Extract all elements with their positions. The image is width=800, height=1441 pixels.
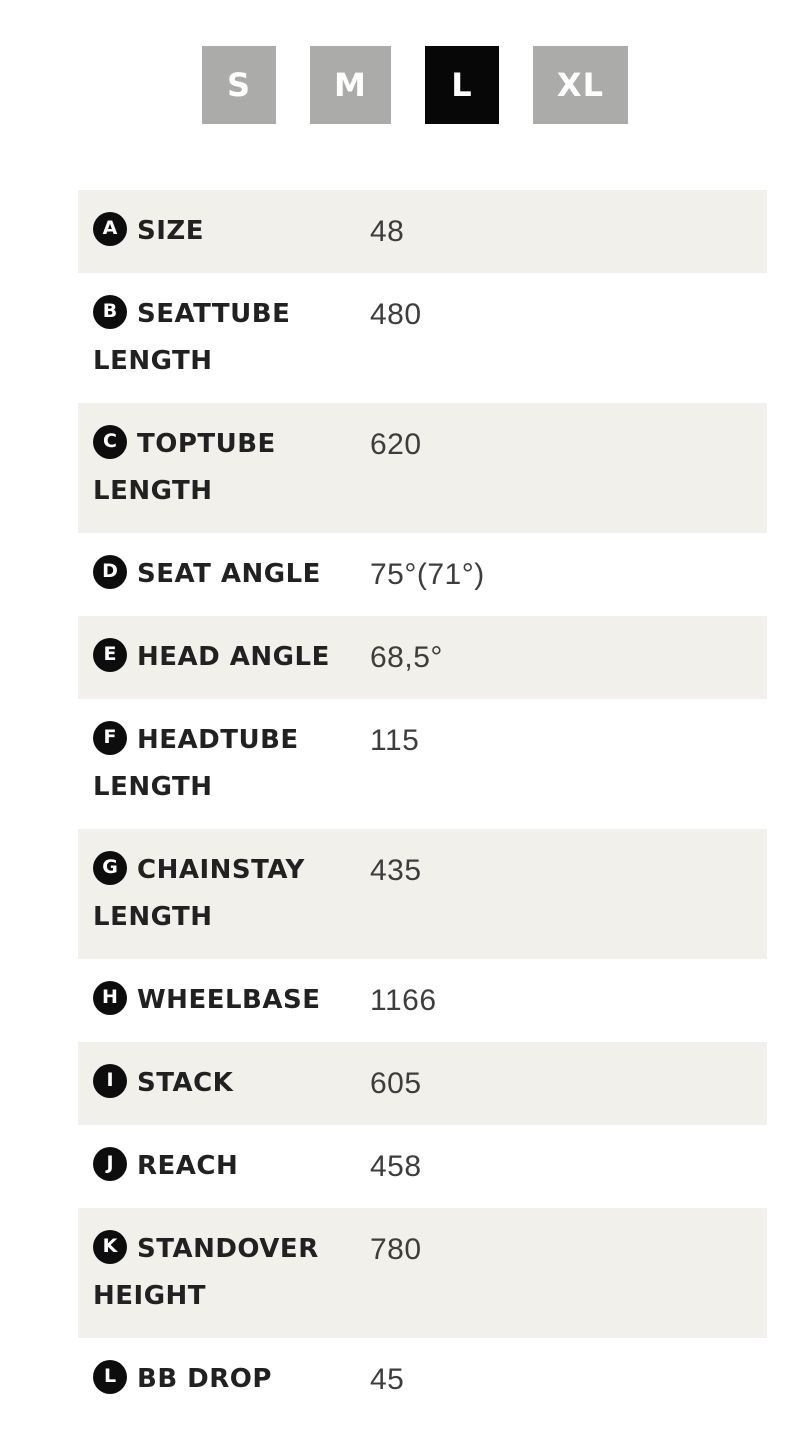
letter-badge: I — [93, 1064, 127, 1098]
row-value: 435 — [370, 854, 422, 887]
row-label — [93, 1060, 370, 1107]
row-label-text: REACH — [137, 1151, 239, 1181]
row-label-text: WHEELBASE — [137, 985, 321, 1015]
table-row-size — [78, 190, 767, 273]
size-tab-s[interactable]: S — [202, 46, 276, 124]
row-label — [93, 977, 370, 1024]
row-value: 48 — [370, 215, 405, 248]
row-value: 45 — [370, 1363, 405, 1396]
row-label-text: CHAINSTAY LENGTH — [93, 855, 305, 932]
size-tab-xl[interactable]: XL — [533, 46, 628, 124]
row-label — [93, 421, 370, 515]
row-label — [93, 1226, 370, 1320]
letter-badge: H — [93, 981, 127, 1015]
row-value: 780 — [370, 1233, 422, 1266]
row-value: 1166 — [370, 984, 437, 1017]
letter-badge: L — [93, 1360, 127, 1394]
row-label-text: STANDOVER HEIGHT — [93, 1234, 319, 1311]
row-label — [93, 1143, 370, 1190]
row-label — [93, 208, 370, 255]
table-row-toptube-length — [78, 403, 767, 533]
row-value: 68,5° — [370, 641, 443, 674]
row-label-text: SEATTUBE LENGTH — [93, 299, 291, 376]
letter-badge: J — [93, 1147, 127, 1181]
row-label-text: HEAD ANGLE — [137, 642, 330, 672]
letter-badge: D — [93, 555, 127, 589]
table-row-bb-drop — [78, 1338, 767, 1421]
row-label — [93, 634, 370, 681]
table-row-wheelbase — [78, 959, 767, 1042]
table-row-seat-angle — [78, 533, 767, 616]
letter-badge: F — [93, 721, 127, 755]
table-row-head-angle — [78, 616, 767, 699]
letter-badge: E — [93, 638, 127, 672]
table-row-reach — [78, 1125, 767, 1208]
size-tab-m[interactable]: M — [310, 46, 391, 124]
letter-badge: C — [93, 425, 127, 459]
row-label — [93, 291, 370, 385]
letter-badge: K — [93, 1230, 127, 1264]
table-row-headtube-length — [78, 699, 767, 829]
geometry-table — [78, 190, 767, 1421]
row-label-text: HEADTUBE LENGTH — [93, 725, 299, 802]
letter-badge: B — [93, 295, 127, 329]
table-row-chainstay-length — [78, 829, 767, 959]
row-label-text: TOPTUBE LENGTH — [93, 429, 276, 506]
row-value: 115 — [370, 724, 420, 757]
row-label-text: SIZE — [137, 216, 205, 246]
table-row-standover-height — [78, 1208, 767, 1338]
row-value: 605 — [370, 1067, 422, 1100]
row-label-text: STACK — [137, 1068, 234, 1098]
letter-badge: G — [93, 851, 127, 885]
row-value: 75°(71°) — [370, 558, 485, 591]
row-label — [93, 847, 370, 941]
row-label-text: SEAT ANGLE — [137, 559, 321, 589]
row-value: 480 — [370, 298, 422, 331]
row-label-text: BB DROP — [137, 1364, 272, 1394]
row-label — [93, 1356, 370, 1403]
row-label — [93, 551, 370, 598]
size-tab-l[interactable]: L — [425, 46, 499, 124]
letter-badge: A — [93, 212, 127, 246]
row-value: 458 — [370, 1150, 422, 1183]
table-row-seattube-length — [78, 273, 767, 403]
row-value: 620 — [370, 428, 422, 461]
row-label — [93, 717, 370, 811]
size-selector — [0, 46, 800, 124]
table-row-stack — [78, 1042, 767, 1125]
